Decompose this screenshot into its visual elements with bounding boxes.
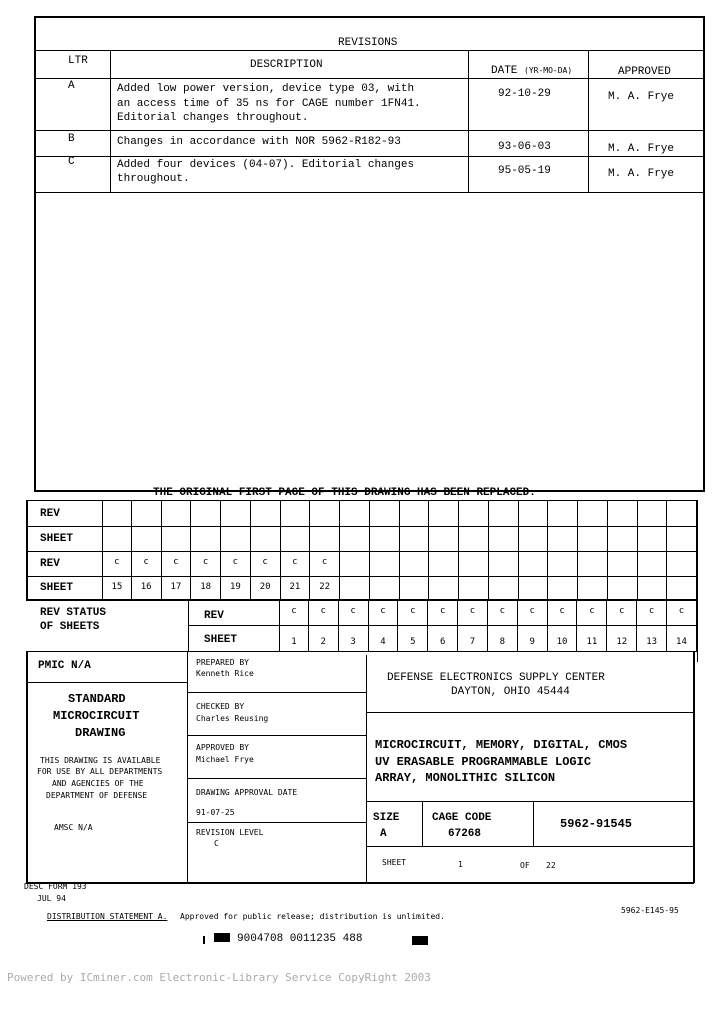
grid-empty-cell [667,526,697,551]
drawing-number: 5962-91545 [560,817,633,831]
grid-empty-cell [638,551,668,576]
status-sheet-cell: 5 [398,625,428,651]
grid-empty-cell [370,576,400,599]
size-label: SIZE [373,812,400,824]
status-sheet-cell: 14 [667,625,697,651]
approved-by-name: Michael Frye [196,755,254,764]
status-sheet-cell: 1 [279,625,309,651]
sheet-number: 1 [458,860,463,869]
availability-line-2: FOR USE BY ALL DEPARTMENTS [37,767,163,776]
grid-empty-cell [251,526,281,551]
revision-c-desc-1: Added four devices (04-07). Editorial changes [117,159,415,171]
grid-rev-label-1: REV [40,508,60,520]
grid-sheet-label-2: SHEET [40,582,74,594]
checked-by-label: CHECKED BY [196,702,245,711]
grid-empty-cell [667,576,697,599]
grid-empty-cell [608,526,638,551]
grid-empty-cell [102,526,132,551]
grid-empty-cell [519,526,549,551]
status-rev-cell: c [607,600,637,625]
grid-empty-cell [578,576,608,599]
grid-empty-cell [489,500,519,526]
amsc: AMSC N/A [54,823,93,832]
grid-sheet-cell: 22 [310,576,340,599]
document-code: 5962-E145-95 [621,906,679,915]
approved-header: APPROVED [618,66,671,78]
status-rev-cell: c [309,600,339,625]
revision-level: C [214,839,219,848]
grid-empty-cell [251,500,281,526]
grid-empty-cell [459,500,489,526]
grid-empty-cell [608,576,638,599]
date-header: DATE [491,65,518,77]
status-sheet-cell: 6 [428,625,458,651]
revision-b-date: 93-06-03 [498,141,551,153]
prepared-by-name: Kenneth Rice [196,669,254,678]
grid-empty-cell [340,500,370,526]
grid-empty-cell [340,576,370,599]
grid-empty-cell [281,500,311,526]
availability-line-1: THIS DRAWING IS AVAILABLE [40,756,161,765]
sheet-label: SHEET [382,858,407,867]
distribution-text: Approved for public release; distribution is unlimited. [180,912,445,921]
grid-rev-cell: c [221,551,251,576]
grid-empty-cell [429,576,459,599]
rev-status-rev-label: REV [204,610,224,622]
grid-empty-cell [638,576,668,599]
revision-a-desc-1: Added low power version, device type 03, with [117,83,415,95]
grid-empty-cell [310,526,340,551]
revision-c-desc-2: throughout. [117,173,190,185]
size-value: A [380,828,387,840]
grid-empty-cell [370,526,400,551]
grid-empty-cell [340,526,370,551]
grid-sheet-cell: 21 [281,576,311,599]
status-rev-cell: c [428,600,458,625]
rev-status-label-2: OF SHEETS [40,621,100,633]
description-header: DESCRIPTION [250,59,323,71]
grid-rev-cell: c [310,551,340,576]
revision-a-desc-3: Editorial changes throughout. [117,112,309,124]
grid-empty-cell [162,500,192,526]
grid-rev-cell: c [162,551,192,576]
barcode-mark-left [203,936,205,944]
status-sheet-cell: 10 [548,625,578,651]
revision-b-approved: M. A. Frye [608,143,675,155]
grid-empty-cell [548,551,578,576]
grid-empty-cell [459,576,489,599]
approval-date: 91-07-25 [196,808,235,817]
revision-a-ltr: A [68,80,75,92]
cage-code-value: 67268 [448,828,482,840]
grid-empty-cell [578,551,608,576]
form-number: DESC FORM 193 [24,882,87,891]
form-date: JUL 94 [37,894,66,903]
agency-line-1: DEFENSE ELECTRONICS SUPPLY CENTER [387,672,605,684]
grid-sheet-cell: 20 [251,576,281,599]
ltr-header: LTR [68,55,88,67]
grid-empty-cell [400,526,430,551]
grid-empty-cell [519,551,549,576]
grid-empty-cell [221,500,251,526]
grid-empty-cell [132,526,162,551]
grid-empty-cell [400,500,430,526]
grid-empty-cell [221,526,251,551]
grid-empty-cell [429,500,459,526]
grid-empty-cell [429,551,459,576]
availability-line-3: AND AGENCIES OF THE [52,779,144,788]
checked-by-name: Charles Reusing [196,714,269,723]
grid-empty-cell [608,551,638,576]
date-format-header: (YR-MO-DA) [524,66,573,75]
barcode-text: 9004708 0011235 488 [237,933,363,945]
status-sheet-cell: 4 [369,625,399,651]
grid-empty-cell [667,551,697,576]
standard-line-1: STANDARD [68,692,126,706]
grid-sheet-label-1: SHEET [40,533,74,545]
grid-empty-cell [519,576,549,599]
title-line-1: MICROCIRCUIT, MEMORY, DIGITAL, CMOS [375,738,628,752]
approval-date-label: DRAWING APPROVAL DATE [196,788,298,797]
grid-rev-cell: c [281,551,311,576]
title-line-3: ARRAY, MONOLITHIC SILICON [375,771,556,785]
grid-empty-cell [429,526,459,551]
sheet-of-label: OF [520,861,530,870]
prepared-by-label: PREPARED BY [196,658,249,667]
grid-rev-cell: c [102,551,132,576]
status-sheet-cell: 12 [607,625,637,651]
grid-empty-cell [162,526,192,551]
revision-a-desc-2: an access time of 35 ns for CAGE number 1FN41. [117,98,421,110]
grid-empty-cell [191,500,221,526]
grid-empty-cell [489,551,519,576]
status-sheet-cell: 2 [309,625,339,651]
standard-line-3: DRAWING [75,726,126,740]
grid-empty-cell [638,526,668,551]
grid-empty-cell [400,576,430,599]
pmic: PMIC N/A [38,660,91,672]
status-rev-cell: c [398,600,428,625]
status-sheet-cell: 9 [518,625,548,651]
grid-rev-cell: c [191,551,221,576]
status-rev-cell: c [637,600,667,625]
grid-empty-cell [370,551,400,576]
grid-rev-label-2: REV [40,558,60,570]
status-sheet-cell: 8 [488,625,518,651]
powered-by: Powered by ICminer.com Electronic-Library Service CopyRight 2003 [7,971,431,984]
status-sheet-cell: 13 [637,625,667,651]
grid-empty-cell [370,500,400,526]
grid-empty-cell [667,500,697,526]
status-sheet-cell: 7 [458,625,488,651]
status-rev-cell: c [518,600,548,625]
grid-empty-cell [548,576,578,599]
approved-by-label: APPROVED BY [196,743,249,752]
grid-sheet-cell: 18 [191,576,221,599]
title-line-2: UV ERASABLE PROGRAMMABLE LOGIC [375,755,592,769]
revision-b-ltr: B [68,133,75,145]
grid-empty-cell [489,576,519,599]
status-rev-cell: c [578,600,608,625]
grid-rev-cell: c [251,551,281,576]
grid-empty-cell [548,500,578,526]
status-sheet-cell: 3 [339,625,369,651]
revisions-title: REVISIONS [338,37,398,49]
revision-c-date: 95-05-19 [498,165,551,177]
revision-a-approved: M. A. Frye [608,91,675,103]
grid-empty-cell [310,500,340,526]
barcode-block-right [412,936,428,945]
grid-sheet-cell: 16 [132,576,162,599]
grid-empty-cell [519,500,549,526]
grid-empty-cell [489,526,519,551]
rev-status-sheet-label: SHEET [204,634,238,646]
grid-empty-cell [578,500,608,526]
rev-status-label-1: REV STATUS [40,607,107,619]
cage-code-label: CAGE CODE [432,812,492,824]
grid-sheet-cell: 17 [162,576,192,599]
revision-a-date: 92-10-29 [498,88,551,100]
grid-sheet-cell: 15 [102,576,132,599]
grid-empty-cell [459,526,489,551]
grid-empty-cell [281,526,311,551]
barcode-block-left [214,933,230,942]
status-rev-cell: c [369,600,399,625]
revision-c-approved: M. A. Frye [608,168,675,180]
status-rev-cell: c [548,600,578,625]
grid-empty-cell [102,500,132,526]
agency-line-2: DAYTON, OHIO 45444 [451,686,570,698]
grid-empty-cell [340,551,370,576]
sheet-total: 22 [546,861,556,870]
grid-empty-cell [191,526,221,551]
grid-empty-cell [459,551,489,576]
revision-level-label: REVISION LEVEL [196,828,264,837]
status-sheet-cell: 11 [578,625,608,651]
revision-b-desc-1: Changes in accordance with NOR 5962-R182-93 [117,136,401,148]
status-rev-cell: c [667,600,697,625]
grid-empty-cell [608,500,638,526]
status-rev-cell: c [339,600,369,625]
grid-empty-cell [400,551,430,576]
grid-rev-cell: c [132,551,162,576]
grid-empty-cell [638,500,668,526]
standard-line-2: MICROCIRCUIT [53,709,140,723]
grid-empty-cell [578,526,608,551]
status-rev-cell: c [458,600,488,625]
revision-c-ltr: C [68,156,75,168]
replaced-note: THE ORIGINAL FIRST PAGE OF THIS DRAWING HAS BEEN REPLACED. [153,487,536,499]
grid-sheet-cell: 19 [221,576,251,599]
status-rev-cell: c [488,600,518,625]
distribution-label: DISTRIBUTION STATEMENT A. [47,912,168,921]
grid-empty-cell [548,526,578,551]
availability-line-4: DEPARTMENT OF DEFENSE [46,791,148,800]
grid-empty-cell [132,500,162,526]
status-rev-cell: c [279,600,309,625]
